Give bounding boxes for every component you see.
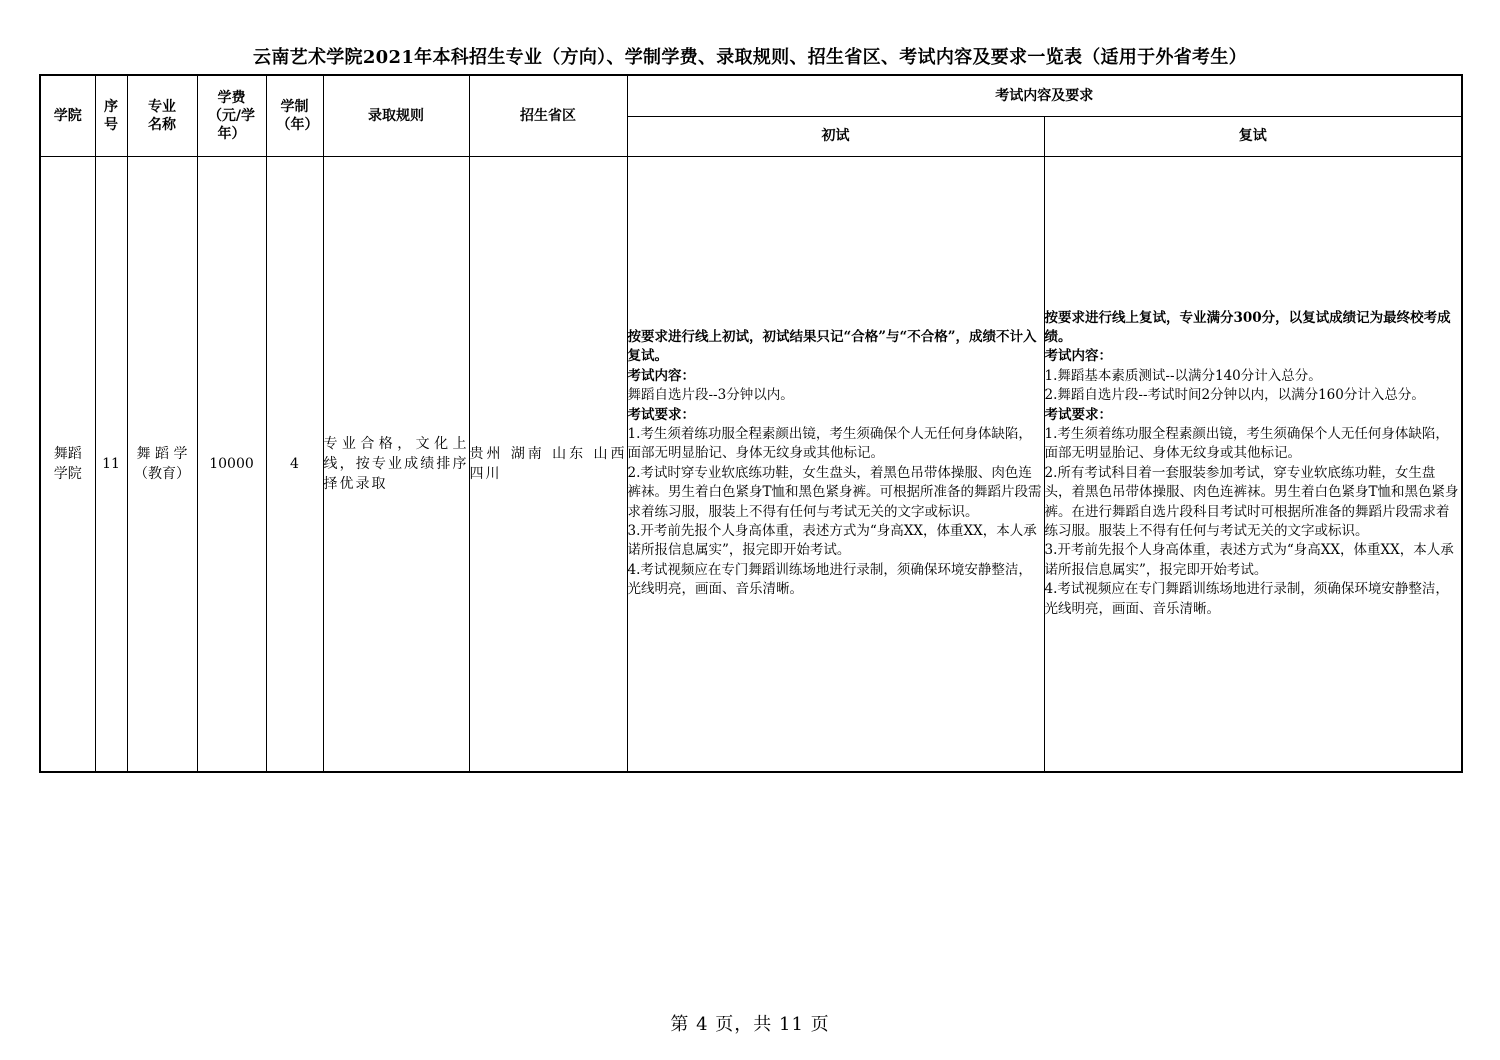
- cell-final: [1044, 156, 1462, 772]
- cell-college: [40, 156, 95, 772]
- header-province: 招生省区: [469, 75, 627, 156]
- prelim-content-title: 考试内容：: [627, 367, 695, 384]
- college-value: 舞蹈学院: [53, 445, 82, 482]
- prelim-req-item: 3.开考前先报个人身高体重，表述方式为“身高XX，体重XX，本人承诺所报信息属实”，报完即开始考试。: [627, 522, 1037, 559]
- header-rule: 录取规则: [323, 75, 469, 156]
- cell-fee: [197, 156, 266, 772]
- prelim-req-item: 2.考试时穿专业软底练功鞋，女生盘头，着黑色吊带体操服、肉色连裤袜。男生着白色紧身T恤和黑色紧身裤。可根据所准备的舞蹈片段需求着练习服，服装上不得有任何与考试无关的文字或标识。: [627, 464, 1042, 520]
- cell-prelim: [627, 156, 1044, 772]
- final-req-item: 3.开考前先报个人身高体重，表述方式为“身高XX，体重XX，本人承诺所报信息属实”，报完即开始考试。: [1044, 542, 1454, 578]
- header-college: 学院: [40, 75, 95, 156]
- page-title: 云南艺术学院2021年本科招生专业（方向）、学制学费、录取规则、招生省区、考试内容及要求一览表（适用于外省考生）: [253, 47, 1247, 68]
- cell-major: [127, 156, 197, 772]
- cell-seq: [95, 156, 127, 772]
- fee-value: 10000: [209, 455, 254, 472]
- header-seq: 序号: [95, 75, 127, 156]
- header-duration: 学制（年）: [266, 75, 323, 156]
- header-major: 专业名称: [127, 75, 197, 156]
- page-number: 第 4 页，共 11 页: [670, 1014, 830, 1035]
- prelim-req-item: 1.考生须着练功服全程素颜出镜，考生须确保个人无任何身体缺陷，面部无明显胎记、身体无纹身或其他标记。: [627, 425, 1032, 462]
- table-row: [40, 156, 1462, 772]
- final-req-title: 考试要求：: [1044, 406, 1112, 423]
- final-content-item: 2.舞蹈自选片段--考试时间2分钟以内，以满分160分计入总分。: [1044, 387, 1425, 404]
- final-content-item: 1.舞蹈基本素质测试--以满分140分计入总分。: [1044, 367, 1322, 384]
- final-req-item: 2.所有考试科目着一套服装参加考试，穿专业软底练功鞋，女生盘头，着黑色吊带体操服、肉色连裤袜。男生着白色紧身T恤和黑色紧身裤。在进行舞蹈自选片段科目考试时可根据所准备的舞蹈片段需求着练习服。服装上不得有任何与考试无关的文字或标识。: [1044, 464, 1459, 539]
- seq-value: 11: [102, 455, 120, 472]
- header-exam-group: 考试内容及要求: [627, 75, 1462, 116]
- prelim-req-item: 4.考试视频应在专门舞蹈训练场地进行录制，须确保环境安静整洁，光线明亮，画面、音乐清晰。: [627, 561, 1032, 598]
- admissions-table: [39, 74, 1463, 773]
- header-final: 复试: [1044, 116, 1462, 156]
- cell-duration: [266, 156, 323, 772]
- cell-province: [469, 156, 627, 772]
- final-req-item: 1.考生须着练功服全程素颜出镜，考生须确保个人无任何身体缺陷，面部无明显胎记、身体无纹身或其他标记。: [1044, 425, 1449, 462]
- province-value: 贵州 湖南 山东 山西 四川: [469, 445, 627, 482]
- final-req-item: 4.考试视频应在专门舞蹈训练场地进行录制，须确保环境安静整洁，光线明亮，画面、音乐清晰。: [1044, 581, 1449, 617]
- header-prelim: 初试: [627, 116, 1044, 156]
- prelim-req-title: 考试要求：: [627, 406, 695, 423]
- final-content-title: 考试内容：: [1044, 348, 1112, 365]
- rule-value: 专业合格，文化上线，按专业成绩排序择优录取: [323, 435, 469, 492]
- prelim-lead: 按要求进行线上初试，初试结果只记“合格”与“不合格”，成绩不计入复试。: [627, 328, 1037, 365]
- header-fee: 学费（元/学年）: [197, 75, 266, 156]
- duration-value: 4: [290, 455, 299, 472]
- final-lead: 按要求进行线上复试，专业满分300分，以复试成绩记为最终校考成绩。: [1044, 309, 1451, 345]
- major-value: 舞 蹈 学（教育）: [134, 445, 190, 482]
- cell-rule: [323, 156, 469, 772]
- prelim-content: 舞蹈自选片段--3分钟以内。: [627, 387, 794, 404]
